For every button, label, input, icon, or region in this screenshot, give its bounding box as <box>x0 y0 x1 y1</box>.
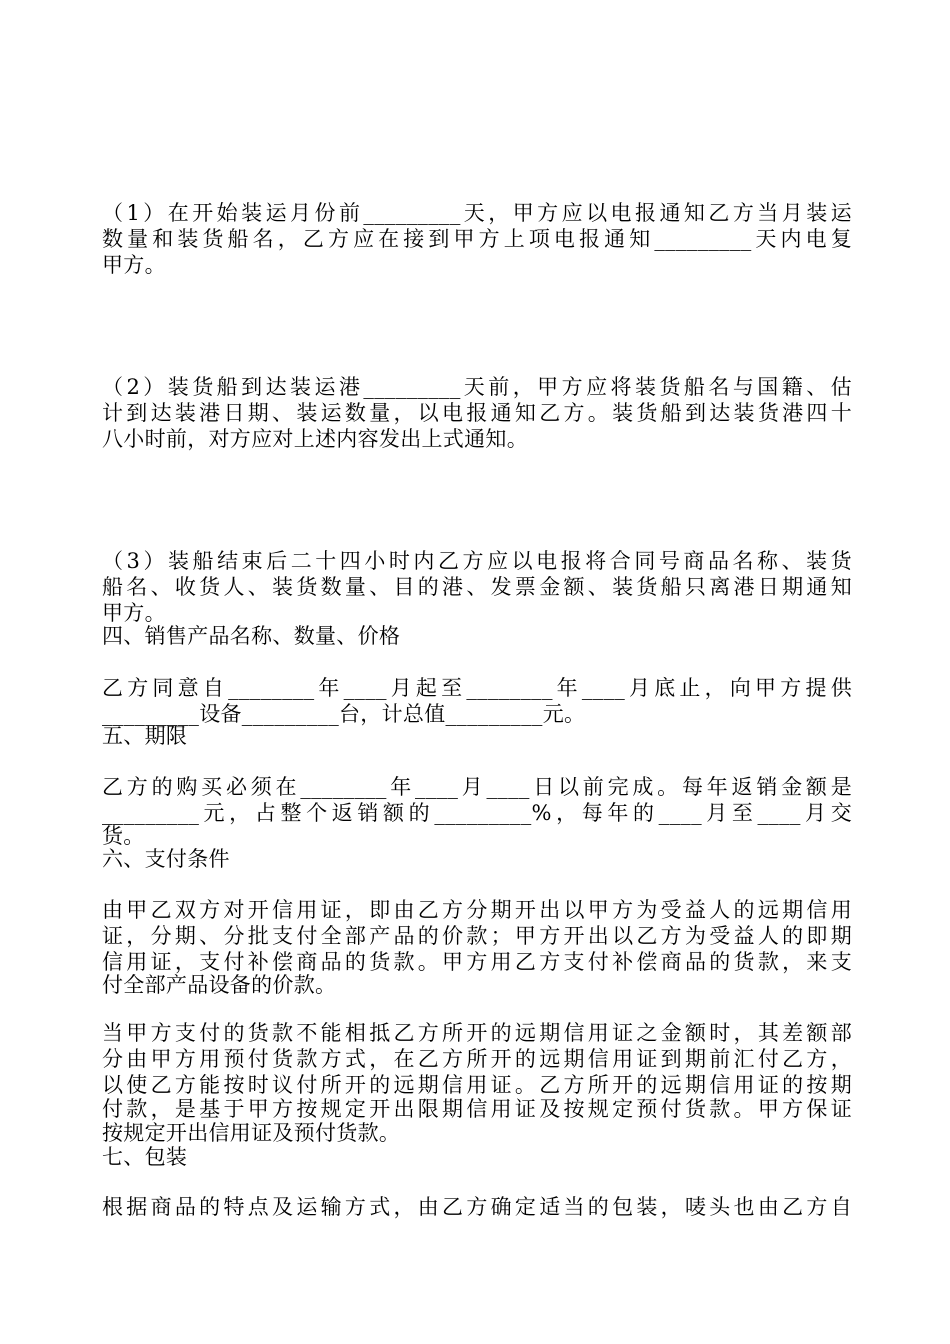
clause-3-1-line-1: （1）在开始装运月份前_________天，甲方应以电报通知乙方当月装运 <box>102 201 852 225</box>
clause-6-1-line-3: 信用证，支付补偿商品的货款。甲方用乙方支付补偿商品的货款，来支 <box>102 950 852 974</box>
clause-3-3-line-2: 船名、收货人、装货数量、目的港、发票金额、装货船只离港日期通知 <box>102 575 852 599</box>
clause-6-2-line-4: 付款，是基于甲方按规定开出限期信用证及按规定预付货款。甲方保证 <box>102 1097 852 1121</box>
clause-6-2-line-3: 以使乙方能按时议付所开的远期信用证。乙方所开的远期信用证的按期 <box>102 1073 852 1097</box>
clause-6-1-line-2: 证，分期、分批支付全部产品的价款；甲方开出以乙方为受益人的即期 <box>102 924 852 948</box>
clause-3-1-line-3: 甲方。 <box>102 253 166 277</box>
section-heading-7: 七、包装 <box>102 1145 188 1169</box>
clause-3-3-line-1: （3）装船结束后二十四小时内乙方应以电报将合同号商品名称、装货 <box>102 549 852 573</box>
clause-6-1-line-4: 付全部产品设备的价款。 <box>102 973 337 997</box>
clause-3-3-line-3: 甲方。 <box>102 601 166 625</box>
section-heading-4: 四、销售产品名称、数量、价格 <box>102 624 401 648</box>
clause-6-2-line-1: 当甲方支付的货款不能相抵乙方所开的远期信用证之金额时，其差额部 <box>102 1021 852 1045</box>
clause-6-1-line-1: 由甲乙双方对开信用证，即由乙方分期开出以甲方为受益人的远期信用 <box>102 898 852 922</box>
clause-6-2-line-2: 分由甲方用预付货款方式，在乙方所开的远期信用证到期前汇付乙方， <box>102 1047 852 1071</box>
clause-4-line-1: 乙方同意自________年____月起至________年____月底止，向甲方提供 <box>102 676 852 700</box>
clause-6-2-line-5: 按规定开出信用证及预付货款。 <box>102 1121 401 1145</box>
clause-3-1-line-2: 数量和装货船名，乙方应在接到甲方上项电报通知_________天内电复 <box>102 227 852 251</box>
clause-3-2-line-1: （2）装货船到达装运港_________天前，甲方应将装货船名与国籍、估 <box>102 375 852 399</box>
clause-5-line-2: _________元，占整个返销额的_________%，每年的____月至____月交 <box>102 801 852 825</box>
clause-3-2-line-3: 八小时前，对方应对上述内容发出上式通知。 <box>102 427 528 451</box>
clause-7-line-1: 根据商品的特点及运输方式，由乙方确定适当的包装，唛头也由乙方自 <box>102 1195 852 1219</box>
clause-4-line-2: _________设备_________台，计总值_________元。 <box>102 702 586 726</box>
section-heading-5: 五、期限 <box>102 724 188 748</box>
clause-3-2-line-2: 计到达装港日期、装运数量，以电报通知乙方。装货船到达装货港四十 <box>102 401 852 425</box>
clause-5-line-1: 乙方的购买必须在________年____月____日以前完成。每年返销金额是 <box>102 775 852 799</box>
clause-5-line-3: 货。 <box>102 824 145 848</box>
section-heading-6: 六、支付条件 <box>102 847 230 871</box>
